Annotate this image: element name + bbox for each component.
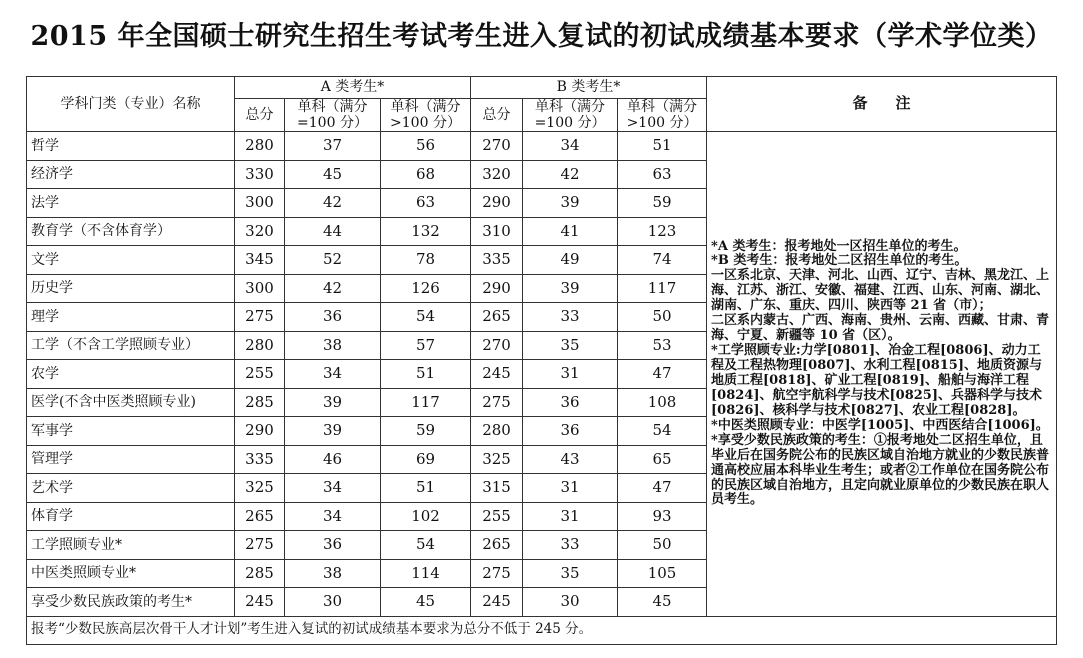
subject-name: 文学 [27, 246, 235, 275]
b-single-gt100-cell: 105 [618, 559, 707, 588]
a-single-100-cell: 34 [285, 474, 381, 503]
b-single-100-cell: 49 [523, 246, 618, 275]
a-single-100-cell: 34 [285, 502, 381, 531]
a-single-100-cell: 34 [285, 360, 381, 389]
subject-name: 体育学 [27, 502, 235, 531]
b-single-gt100-cell: 53 [618, 331, 707, 360]
a-single-gt100-cell: 56 [381, 132, 471, 161]
b-total-cell: 270 [471, 132, 523, 161]
b-single-gt100-cell: 93 [618, 502, 707, 531]
b-total-cell: 310 [471, 217, 523, 246]
b-total-cell: 315 [471, 474, 523, 503]
a-single-gt100-cell: 57 [381, 331, 471, 360]
b-total-cell: 280 [471, 417, 523, 446]
b-total-cell: 245 [471, 588, 523, 617]
b-single-gt100-cell: 74 [618, 246, 707, 275]
a-single-gt100-cell: 78 [381, 246, 471, 275]
b-single-100-cell: 41 [523, 217, 618, 246]
a-single-100-header: 单科（满分=100 分） [285, 99, 381, 132]
subject-name: 中医类照顾专业* [27, 559, 235, 588]
subject-name: 管理学 [27, 445, 235, 474]
a-total-cell: 320 [235, 217, 285, 246]
a-single-100-cell: 36 [285, 531, 381, 560]
a-total-cell: 325 [235, 474, 285, 503]
b-single-100-cell: 35 [523, 559, 618, 588]
b-single-100-cell: 35 [523, 331, 618, 360]
remark-note: *工学照顾专业:力学[0801]、冶金工程[0806]、动力工程及工程热物理[0807]、水利工程[0815]、地质资源与地质工程[0818]、矿业工程[0819]、船舶与海洋工程[0824]、航空宇航科学与技术[0825]、兵器科学与技术[0826]、核科学与技术[0827]、农业工程[0828]。 [711, 343, 1042, 418]
a-single-100-cell: 37 [285, 132, 381, 161]
a-single-gt100-cell: 54 [381, 531, 471, 560]
a-total-cell: 285 [235, 559, 285, 588]
subject-name: 理学 [27, 303, 235, 332]
b-single-100-cell: 31 [523, 360, 618, 389]
b-single-100-cell: 42 [523, 160, 618, 189]
b-single-100-cell: 39 [523, 189, 618, 218]
a-total-cell: 265 [235, 502, 285, 531]
subject-name: 农学 [27, 360, 235, 389]
footer-note: 报考“少数民族高层次骨干人才计划”考生进入复试的初试成绩基本要求为总分不低于 245 分。 [27, 616, 1057, 644]
b-single-100-cell: 39 [523, 274, 618, 303]
a-total-cell: 280 [235, 132, 285, 161]
b-total-cell: 265 [471, 531, 523, 560]
b-single-gt100-cell: 47 [618, 474, 707, 503]
group-b-header: B 类考生* [471, 77, 707, 99]
b-single-100-cell: 31 [523, 502, 618, 531]
a-total-cell: 285 [235, 388, 285, 417]
subject-name: 历史学 [27, 274, 235, 303]
a-total-cell: 255 [235, 360, 285, 389]
b-single-100-cell: 31 [523, 474, 618, 503]
b-single-100-cell: 33 [523, 531, 618, 560]
remark-note: *A 类考生：报考地处一区招生单位的考生。 [711, 238, 967, 254]
b-total-cell: 255 [471, 502, 523, 531]
subject-name: 艺术学 [27, 474, 235, 503]
a-single-gt100-cell: 51 [381, 474, 471, 503]
b-single-100-cell: 36 [523, 417, 618, 446]
remark-note: *享受少数民族政策的考生：①报考地处二区招生单位，且毕业后在国务院公布的民族区域自治地方就业的少数民族普通高校应届本科毕业生考生；或者②工作单位在国务院公布的民族区域自治地方，且定向就业原单位的少数民族在职人员考生。 [711, 432, 1050, 508]
a-single-gt100-header: 单科（满分>100 分） [381, 99, 471, 132]
a-single-100-cell: 42 [285, 274, 381, 303]
subject-name: 哲学 [27, 132, 235, 161]
b-single-100-cell: 43 [523, 445, 618, 474]
subject-name: 医学(不含中医类照顾专业) [27, 388, 235, 417]
b-single-gt100-cell: 117 [618, 274, 707, 303]
b-total-cell: 335 [471, 246, 523, 275]
a-single-100-cell: 39 [285, 388, 381, 417]
remark-note: *B 类考生：报考地处二区招生单位的考生。 [711, 253, 968, 269]
a-single-gt100-cell: 126 [381, 274, 471, 303]
b-single-100-cell: 30 [523, 588, 618, 617]
remark-note: *中医类照顾专业：中医学[1005]、中西医结合[1006]。 [711, 417, 1049, 433]
a-total-cell: 335 [235, 445, 285, 474]
subject-name: 工学（不含工学照顾专业） [27, 331, 235, 360]
a-total-header: 总分 [235, 99, 285, 132]
subject-name: 享受少数民族政策的考生* [27, 588, 235, 617]
b-single-gt100-cell: 50 [618, 531, 707, 560]
table-row [27, 132, 1057, 161]
a-single-gt100-cell: 69 [381, 445, 471, 474]
remarks-header: 备注 [707, 77, 1057, 132]
b-single-100-cell: 33 [523, 303, 618, 332]
a-single-100-cell: 45 [285, 160, 381, 189]
b-single-gt100-cell: 63 [618, 160, 707, 189]
b-total-cell: 275 [471, 388, 523, 417]
a-total-cell: 300 [235, 274, 285, 303]
a-single-gt100-cell: 117 [381, 388, 471, 417]
b-single-gt100-cell: 123 [618, 217, 707, 246]
a-single-gt100-cell: 45 [381, 588, 471, 617]
b-single-gt100-cell: 54 [618, 417, 707, 446]
a-single-100-cell: 30 [285, 588, 381, 617]
remarks-notes [707, 132, 1057, 617]
b-total-cell: 265 [471, 303, 523, 332]
a-single-100-cell: 38 [285, 559, 381, 588]
a-single-gt100-cell: 68 [381, 160, 471, 189]
b-single-gt100-cell: 50 [618, 303, 707, 332]
a-single-gt100-cell: 132 [381, 217, 471, 246]
b-single-gt100-cell: 51 [618, 132, 707, 161]
page-title: 2015 年全国硕士研究生招生考试考生进入复试的初试成绩基本要求（学术学位类） [30, 21, 1053, 52]
a-single-100-cell: 38 [285, 331, 381, 360]
subject-name: 教育学（不含体育学） [27, 217, 235, 246]
a-single-gt100-cell: 54 [381, 303, 471, 332]
b-total-cell: 270 [471, 331, 523, 360]
score-table [26, 76, 1057, 645]
b-single-gt100-cell: 59 [618, 189, 707, 218]
b-single-gt100-cell: 45 [618, 588, 707, 617]
b-total-cell: 325 [471, 445, 523, 474]
b-total-cell: 275 [471, 559, 523, 588]
a-total-cell: 300 [235, 189, 285, 218]
subject-name: 工学照顾专业* [27, 531, 235, 560]
b-total-cell: 245 [471, 360, 523, 389]
a-single-100-cell: 36 [285, 303, 381, 332]
a-single-gt100-cell: 59 [381, 417, 471, 446]
a-total-cell: 290 [235, 417, 285, 446]
b-single-gt100-cell: 65 [618, 445, 707, 474]
remark-note: 二区系内蒙古、广西、海南、贵州、云南、西藏、甘肃、青海、宁夏、新疆等 10 省（区）。 [711, 313, 1050, 344]
subject-name: 法学 [27, 189, 235, 218]
a-single-100-cell: 42 [285, 189, 381, 218]
b-total-cell: 290 [471, 274, 523, 303]
a-total-cell: 330 [235, 160, 285, 189]
b-single-gt100-cell: 47 [618, 360, 707, 389]
a-total-cell: 280 [235, 331, 285, 360]
b-single-100-cell: 34 [523, 132, 618, 161]
b-total-header: 总分 [471, 99, 523, 132]
subject-column-header: 学科门类（专业）名称 [27, 77, 235, 132]
a-single-gt100-cell: 114 [381, 559, 471, 588]
a-single-gt100-cell: 63 [381, 189, 471, 218]
b-single-gt100-cell: 108 [618, 388, 707, 417]
a-total-cell: 345 [235, 246, 285, 275]
a-total-cell: 275 [235, 531, 285, 560]
a-single-100-cell: 46 [285, 445, 381, 474]
b-single-gt100-header: 单科（满分>100 分） [618, 99, 707, 132]
a-total-cell: 245 [235, 588, 285, 617]
a-total-cell: 275 [235, 303, 285, 332]
a-single-gt100-cell: 102 [381, 502, 471, 531]
remark-note: 一区系北京、天津、河北、山西、辽宁、吉林、黑龙江、上海、江苏、浙江、安徽、福建、江西、山东、河南、湖北、湖南、广东、重庆、四川、陕西等 21 省（市）； [711, 268, 1050, 314]
b-total-cell: 320 [471, 160, 523, 189]
subject-name: 军事学 [27, 417, 235, 446]
a-single-100-cell: 52 [285, 246, 381, 275]
b-single-100-cell: 36 [523, 388, 618, 417]
a-single-100-cell: 39 [285, 417, 381, 446]
a-single-100-cell: 44 [285, 217, 381, 246]
group-a-header: A 类考生* [235, 77, 471, 99]
b-total-cell: 290 [471, 189, 523, 218]
subject-name: 经济学 [27, 160, 235, 189]
b-single-100-header: 单科（满分=100 分） [523, 99, 618, 132]
a-single-gt100-cell: 51 [381, 360, 471, 389]
